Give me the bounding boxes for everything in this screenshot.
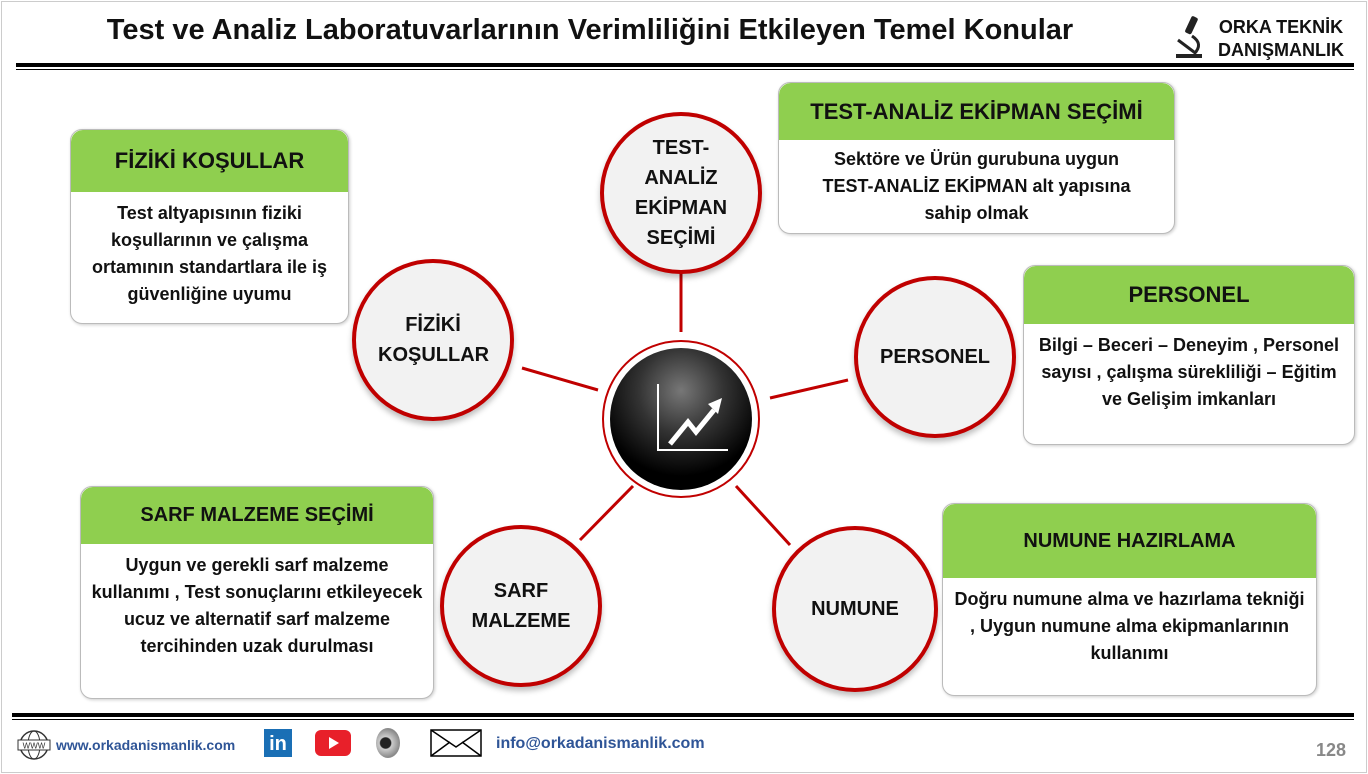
circle-physical: FİZİKİ KOŞULLAR — [352, 259, 514, 421]
center-hub — [602, 340, 760, 498]
box-text: Test altyapısının fiziki koşullarının ve çalışma ortamının standartlara ile iş güvenliğine uyumu — [91, 203, 328, 304]
circle-equipment: TEST-ANALİZ EKİPMAN SEÇİMİ — [600, 112, 762, 274]
footer-divider — [12, 713, 1354, 717]
box-title: PERSONEL — [1024, 266, 1354, 324]
connector-physical — [522, 368, 598, 390]
connector-personnel — [770, 380, 848, 398]
info-box-personnel — [1023, 265, 1355, 445]
logo-line-1: ORKA TEKNİK — [1218, 17, 1344, 37]
connector-consumables — [580, 486, 633, 540]
circle-personnel: PERSONEL — [854, 276, 1016, 438]
linkedin-icon[interactable]: in — [264, 729, 292, 757]
info-box-physical — [70, 129, 349, 324]
connector-sample — [736, 486, 790, 545]
youtube-icon[interactable] — [315, 730, 351, 756]
footer-divider-thin — [12, 719, 1354, 720]
circle-consumables: SARF MALZEME — [440, 525, 602, 687]
box-title: SARF MALZEME SEÇİMİ — [81, 487, 433, 544]
steel-coil-icon — [376, 728, 400, 758]
info-box-consumables — [80, 486, 434, 699]
email-icon[interactable] — [430, 729, 482, 757]
website-link[interactable]: www.orkadanismanlik.com — [56, 737, 236, 753]
box-title: FİZİKİ KOŞULLAR — [71, 130, 348, 192]
circle-sample: NUMUNE — [772, 526, 938, 692]
box-text: Uygun ve gerekli sarf malzeme kullanımı , Test sonuçlarını etkileyecek ucuz ve alternatif sarf malzeme tercihinden uzak durulması — [91, 555, 423, 656]
box-title: TEST-ANALİZ EKİPMAN SEÇİMİ — [779, 83, 1174, 140]
page-title: Test ve Analiz Laboratuvarlarının Verimliliğini Etkileyen Temel Konular — [106, 14, 1074, 46]
box-title: NUMUNE HAZIRLAMA — [943, 504, 1316, 578]
info-box-equipment — [778, 82, 1175, 234]
box-text: Doğru numune alma ve hazırlama tekniği , Uygun numune alma ekipmanlarının kullanımı — [954, 589, 1305, 663]
email-link[interactable]: info@orkadanismanlik.com — [496, 735, 705, 752]
globe-icon — [16, 729, 52, 761]
info-box-sample — [942, 503, 1317, 696]
logo-line-2: DANIŞMANLIK — [1218, 40, 1344, 60]
box-text: Bilgi – Beceri – Deneyim , Personel sayısı , çalışma sürekliliği – Eğitim ve Gelişim imkanları — [1038, 335, 1340, 409]
page-number: 128 — [1315, 740, 1346, 760]
box-text: Sektöre ve Ürün gurubuna uygun TEST-ANALİZ EKİPMAN alt yapısına sahip olmak — [822, 149, 1131, 223]
growth-chart-icon — [610, 348, 752, 490]
svg-text:WWW: WWW — [22, 741, 46, 751]
